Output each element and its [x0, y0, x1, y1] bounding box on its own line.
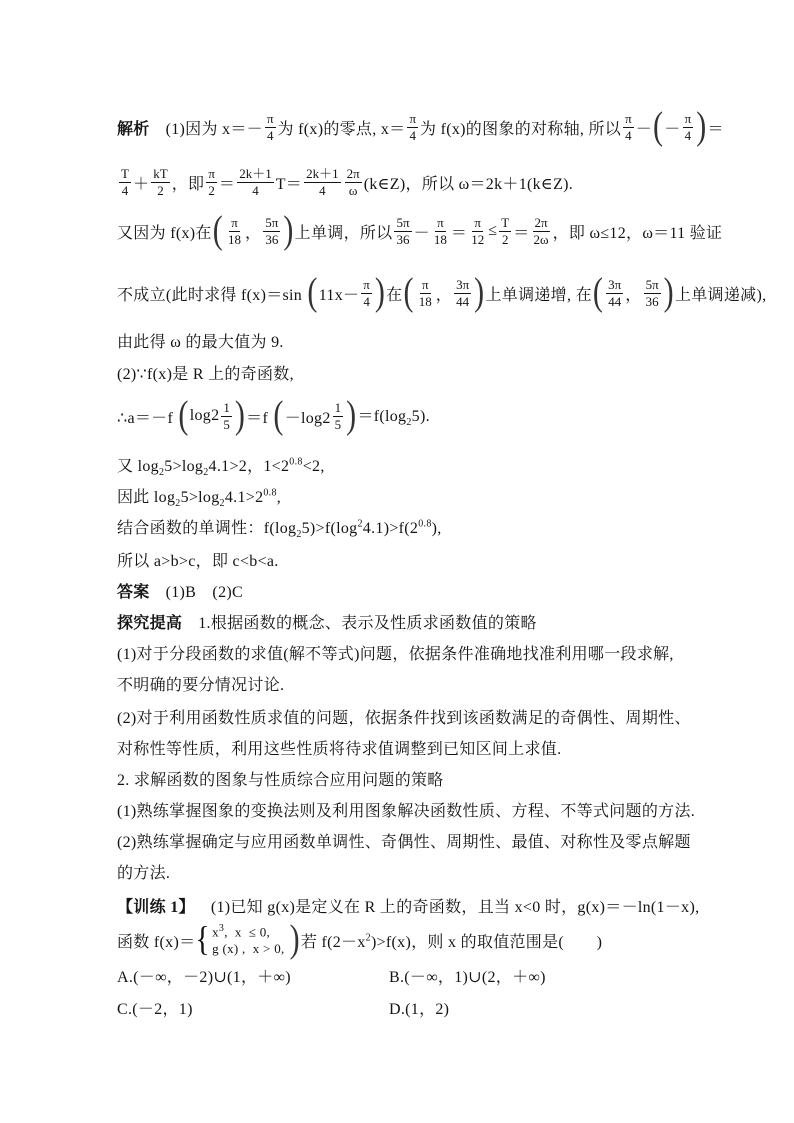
text-part: , x ≤ 0, — [224, 924, 271, 940]
text-segment: 又因为 f(x)在 — [117, 224, 212, 242]
fraction-denominator: ω — [348, 182, 358, 198]
fraction-denominator: 2 — [208, 182, 215, 198]
text-part: ), — [431, 520, 442, 538]
text-segment — [301, 929, 602, 952]
text-segment: ∴a＝－f — [117, 409, 178, 427]
fraction-numerator: 1 — [223, 399, 230, 415]
text-segment: 上单调递增, 在 — [485, 286, 592, 304]
fraction-numerator: π — [409, 110, 417, 126]
fraction-numerator: 2π — [346, 165, 360, 181]
subscript: 2 — [406, 417, 412, 429]
fraction-numerator: π — [231, 214, 238, 230]
right-paren: ) — [234, 393, 246, 437]
fraction — [265, 111, 276, 143]
option-a-text: A.(－∞，－2)∪(1，＋∞) — [117, 968, 291, 986]
fraction-denominator: 2 — [157, 182, 164, 198]
fraction-denominator: 36 — [265, 231, 279, 247]
fraction-numerator: π — [208, 165, 215, 181]
text-part: 4.1)>f(2 — [362, 520, 419, 538]
fraction-numerator: 2k＋1 — [306, 165, 339, 181]
fraction-denominator: 36 — [645, 293, 659, 309]
text-segment: (1)熟练掌握图象的变换法则及利用图象解决函数性质、方程、不等式问题的方法. — [117, 802, 696, 820]
fraction — [151, 166, 169, 198]
option-c-text: C.(－2，1) — [117, 1000, 193, 1018]
fraction-denominator: 44 — [608, 293, 622, 309]
fraction-numerator: π — [684, 110, 692, 126]
right-paren: ) — [374, 270, 386, 314]
subscript: 2 — [175, 498, 181, 510]
text-segment: 不成立(此时求得 f(x)＝sin — [117, 286, 307, 304]
text-segment: 上单调递减), — [674, 286, 767, 304]
analysis-line-2 — [117, 160, 573, 204]
fraction — [206, 166, 217, 198]
text-segment: － — [413, 224, 430, 242]
superscript: 0.8 — [418, 519, 432, 531]
text-segment: (2)熟练掌握确定与应用函数单调性、奇偶性、周期性、最值、对称性及零点解题 — [117, 833, 691, 851]
text-segment: 为 f(x)的零点, x＝ — [277, 120, 406, 138]
fraction-denominator: 12 — [471, 231, 485, 247]
fraction-denominator: 5 — [223, 416, 230, 432]
fraction — [499, 215, 511, 247]
fraction — [407, 111, 418, 143]
fraction-numerator: π — [266, 110, 274, 126]
fraction — [226, 215, 243, 247]
text-segment: 不明确的要分情况讨论. — [117, 676, 285, 694]
fraction-denominator: 5 — [334, 416, 342, 432]
text-segment: (1)因为 x＝－ — [165, 120, 263, 138]
text-part: 5)>f(log — [301, 520, 358, 538]
left-paren: ( — [178, 393, 189, 437]
left-paren: ( — [212, 208, 223, 252]
fraction — [454, 277, 471, 309]
option-c[interactable] — [117, 985, 193, 1029]
text-segment: 的方法. — [117, 864, 171, 882]
fraction-numerator: π — [437, 214, 444, 230]
right-paren: ) — [289, 917, 300, 961]
superscript: 0.8 — [289, 457, 303, 469]
right-paren: ) — [346, 393, 357, 437]
fraction-numerator: π — [363, 276, 370, 292]
superscript: 0.8 — [263, 488, 277, 500]
text-segment: 11x－ — [318, 286, 360, 304]
fraction — [683, 111, 694, 143]
fraction-denominator: 4 — [252, 182, 259, 198]
analysis-line-3 — [117, 209, 722, 253]
fraction — [333, 400, 344, 432]
case-row-1 — [212, 923, 285, 941]
fraction — [119, 166, 131, 198]
left-paren: ( — [273, 393, 284, 437]
text-segment: ，即 — [171, 175, 205, 193]
text-segment: － — [664, 120, 681, 138]
fraction-denominator: 4 — [121, 182, 129, 198]
subscript: 2 — [203, 467, 209, 479]
text-segment: 为 f(x)的图象的对称轴, 所以 — [420, 120, 622, 138]
fraction-numerator: 5π — [396, 214, 410, 230]
strategy-title: 1.根据函数的概念、表示及性质求函数值的策略 — [198, 614, 537, 632]
text-segment: ， — [625, 286, 642, 304]
fraction — [432, 215, 449, 247]
answer-label: 答案 — [117, 583, 150, 601]
text-segment: ， — [435, 286, 453, 304]
text-part: 4.1>2 — [224, 489, 264, 507]
superscript: 2 — [357, 519, 363, 531]
analysis-line-1 — [117, 105, 724, 149]
text-segment: ，即 ω≤12，ω＝11 验证 — [552, 224, 723, 242]
analysis-line-4 — [117, 271, 766, 315]
fraction-denominator: 18 — [227, 231, 241, 247]
text-segment: log2 — [189, 407, 220, 424]
fraction — [263, 215, 280, 247]
fraction — [361, 277, 372, 309]
fraction-denominator: 4 — [319, 182, 326, 198]
text-segment: 所以 a>b>c，即 c<b<a. — [117, 552, 279, 570]
text-segment: ＝f — [246, 409, 273, 427]
text-part: 因此 log — [117, 489, 176, 507]
analysis-label: 解析 — [117, 120, 150, 138]
text-part: 5>log — [180, 489, 220, 507]
right-paren: ) — [283, 208, 294, 252]
text-segment: ＝ — [450, 224, 468, 242]
text-segment — [357, 403, 429, 428]
fraction-numerator: π — [625, 110, 632, 126]
fraction-numerator: T — [121, 165, 129, 181]
fraction-numerator: 2k＋1 — [239, 165, 272, 181]
fraction-denominator: 4 — [684, 127, 692, 143]
fraction-numerator: 5π — [265, 214, 279, 230]
fraction — [469, 215, 486, 247]
right-paren: ) — [696, 104, 707, 148]
left-paren: ( — [592, 270, 604, 314]
right-paren: ) — [474, 270, 485, 314]
text-part: 若 f(2－x — [300, 933, 366, 951]
fraction-numerator: π — [474, 214, 481, 230]
fraction-numerator: T — [501, 214, 510, 230]
fraction — [394, 215, 411, 247]
text-segment: ＝ — [513, 224, 530, 242]
subscript: 2 — [158, 467, 165, 479]
case-row-2: g (x) , x > 0, — [212, 940, 285, 956]
left-paren: ( — [403, 270, 414, 314]
fraction-denominator: 4 — [363, 293, 370, 309]
text-segment: ＋ — [132, 175, 150, 193]
fraction — [606, 277, 623, 309]
text-segment: － — [635, 120, 652, 138]
fraction — [221, 400, 232, 432]
subscript: 2 — [219, 498, 225, 510]
fraction-numerator: 5π — [645, 276, 659, 292]
fraction-numerator: 3π — [608, 276, 622, 292]
piecewise-cases — [212, 923, 285, 957]
fraction-denominator: 18 — [418, 293, 432, 309]
fraction — [237, 166, 274, 198]
fraction — [345, 166, 362, 198]
text-segment: (1)已知 g(x)是定义在 R 上的奇函数，且当 x<0 时，g(x)＝－ln(1－x), — [210, 898, 700, 916]
fraction-numerator: 3π — [456, 276, 470, 292]
text-part: 5>log — [164, 458, 204, 476]
left-paren: ( — [307, 270, 318, 314]
text-part: 结合函数的单调性：f(log — [117, 520, 297, 538]
fraction-denominator: 4 — [267, 127, 274, 143]
text-segment: 在 — [386, 286, 403, 304]
fraction-denominator: 2 — [502, 231, 509, 247]
fraction — [623, 111, 634, 143]
option-b-text: B.(－∞，1)∪(2，＋∞) — [389, 968, 546, 986]
text-part: 4.1>2，1<2 — [208, 458, 290, 476]
fraction-denominator: 44 — [456, 293, 470, 309]
fraction-numerator: 2π — [534, 214, 548, 230]
fraction — [532, 215, 551, 247]
left-paren: ( — [653, 104, 664, 148]
text-segment: 2. 求解函数的图象与性质综合应用问题的策略 — [117, 771, 444, 789]
fraction-denominator: 2ω — [533, 231, 549, 247]
text-segment: (2)对于利用函数性质求值的问题，依据条件找到该函数满足的奇偶性、周期性、 — [117, 709, 691, 727]
analysis-line-6 — [117, 350, 294, 394]
fraction-denominator: 4 — [409, 127, 416, 143]
fraction-denominator: 4 — [625, 127, 632, 143]
exercise-label: 【训练 1】 — [117, 898, 195, 916]
right-paren: ) — [663, 270, 674, 314]
strategy-label: 探究提高 — [117, 614, 183, 632]
text-segment: 由此得 ω 的最大值为 9. — [117, 333, 284, 351]
superscript: 3 — [218, 923, 225, 935]
text-segment: (1)对于分段函数的求值(解不等式)问题，依据条件准确地找准利用哪一段求解, — [117, 645, 674, 663]
text-segment: ≤ — [488, 222, 498, 239]
superscript: 2 — [365, 932, 371, 944]
text-segment: 函数 f(x)＝ — [117, 933, 196, 951]
text-segment: 上单调，所以 — [294, 224, 393, 242]
text-segment: －log2 — [284, 409, 331, 427]
fraction-denominator: 36 — [396, 231, 410, 247]
text-part: )>f(x)，则 x 的取值范围是( ) — [370, 933, 603, 951]
text-part: x — [212, 924, 219, 940]
fraction-denominator: 18 — [433, 231, 447, 247]
text-part: 5). — [411, 408, 430, 426]
analysis-line-7 — [117, 394, 430, 438]
text-segment: (k∈Z)，所以 ω＝2k＋1(k∈Z). — [363, 175, 574, 193]
fraction — [417, 277, 434, 309]
fraction-numerator: 1 — [334, 399, 342, 415]
left-brace: { — [195, 920, 211, 959]
strategy-line — [117, 818, 691, 862]
text-part: ＝f(log — [357, 408, 407, 426]
text-segment: (2)∵f(x)是 R 上的奇函数, — [117, 365, 294, 383]
text-segment: ＝ — [707, 120, 724, 138]
fraction — [304, 166, 341, 198]
fraction-numerator: π — [421, 276, 429, 292]
text-part: 又 log — [117, 458, 159, 476]
subscript: 2 — [296, 529, 302, 541]
fraction — [644, 277, 661, 309]
text-segment: ， — [244, 224, 262, 242]
option-d[interactable] — [389, 985, 449, 1029]
text-segment: ＝ — [218, 175, 236, 193]
option-d-text: D.(1，2) — [389, 1000, 450, 1018]
text-segment: T＝ — [275, 175, 303, 193]
text-part: , — [276, 489, 282, 507]
answer-text: (1)B (2)C — [165, 583, 243, 601]
text-segment: 对称性等性质，利用这些性质将待求值调整到已知区间上求值. — [117, 740, 562, 758]
text-part: <2, — [302, 458, 325, 476]
fraction-numerator: kT — [153, 165, 168, 181]
